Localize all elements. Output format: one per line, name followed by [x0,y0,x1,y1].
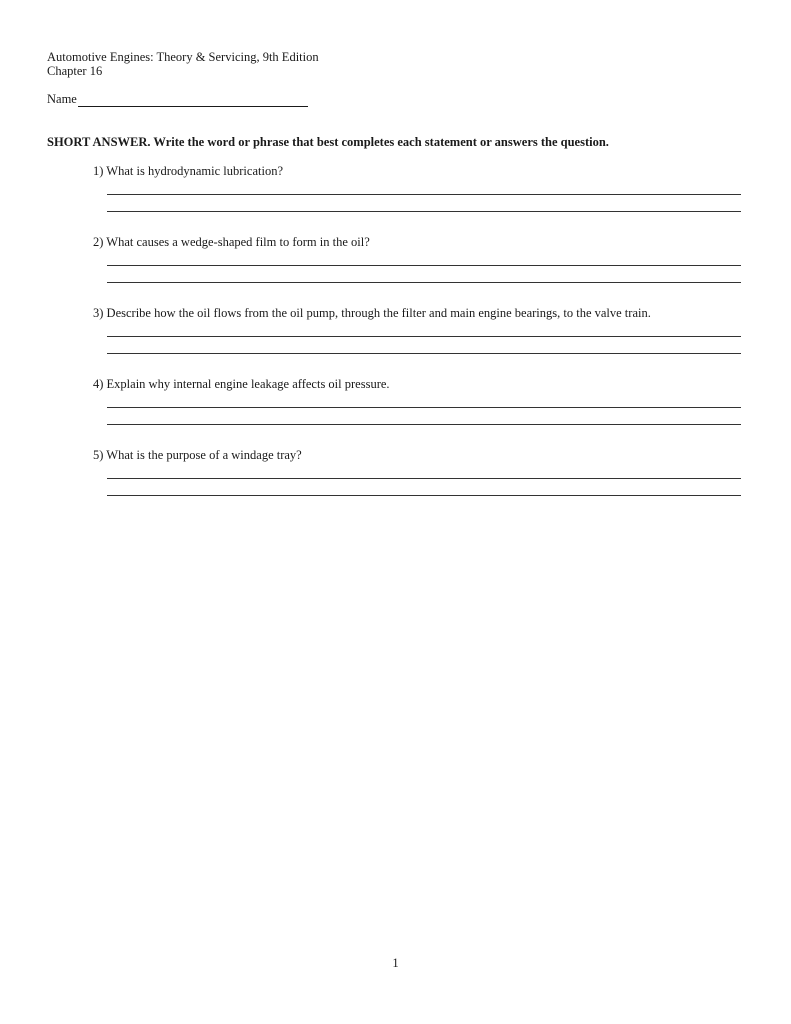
question-text: 2) What causes a wedge-shaped film to form in the oil? [93,235,370,249]
name-field [47,92,308,107]
question-text: 5) What is the purpose of a windage tray? [93,448,302,462]
name-input-line[interactable] [78,94,308,107]
book-title: Automotive Engines: Theory & Servicing, 9th Edition [47,50,319,64]
answer-line[interactable] [107,353,741,354]
question-text: 3) Describe how the oil flows from the oil pump, through the filter and main engine bearings, to the valve train. [93,306,651,320]
page-number: 1 [392,956,399,970]
name-label: Name [47,92,77,106]
answer-line[interactable] [107,478,741,479]
answer-line[interactable] [107,495,741,496]
answer-line[interactable] [107,424,741,425]
answer-line[interactable] [107,211,741,212]
answer-line[interactable] [107,265,741,266]
question-text: 1) What is hydrodynamic lubrication? [93,164,283,178]
chapter-label: Chapter 16 [47,64,103,78]
question-text: 4) Explain why internal engine leakage affects oil pressure. [93,377,390,391]
answer-line[interactable] [107,336,741,337]
answer-line[interactable] [107,407,741,408]
answer-line[interactable] [107,282,741,283]
section-heading: SHORT ANSWER. Write the word or phrase that best completes each statement or answers the question. [47,135,609,149]
answer-line[interactable] [107,194,741,195]
